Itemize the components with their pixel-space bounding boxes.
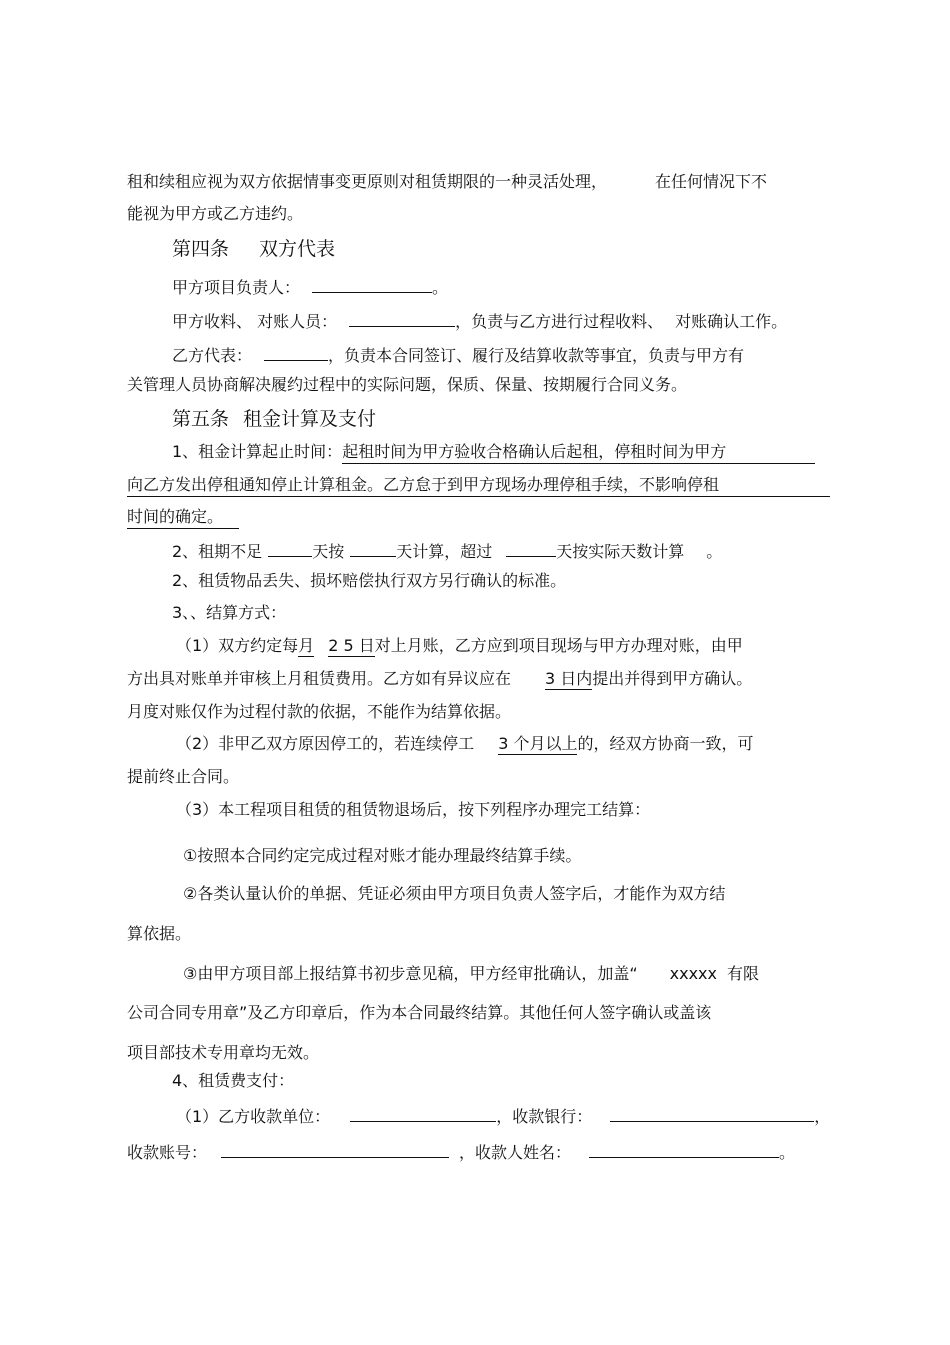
item1-underlined [127,474,830,497]
text: 提出并得到甲方确认。 [592,669,753,688]
text: （1）乙方收款单位： [176,1107,331,1126]
pm-label: 甲方项目负责人： [172,278,301,297]
text: （2）非甲乙双方原因停工的，若连续停工 [176,734,475,753]
recv-label: 甲方收料、 对账人员： [172,312,338,331]
p1-line2 [127,668,752,690]
rep-line2: 关管理人员协商解决履约过程中的实际问题，保质、保量、按期履行合同义务。 [127,375,688,394]
clause5-heading [172,406,376,432]
s3-line2: 公司合同专用章”及乙方印章后，作为本合同最终结算。其他任何人签字确认或盖该 [127,1003,712,1022]
text: 。 [432,278,449,297]
clause-number: 第五条 [172,408,230,430]
company-placeholder: xxxxx [669,964,717,983]
days-calc-blank[interactable] [350,538,396,557]
s3-line3: 项目部技术专用章均无效。 [127,1043,320,1062]
item1-line2 [127,474,830,496]
days-over-blank[interactable] [506,538,556,557]
text: （1）双方约定每 [176,636,299,655]
text: 有限 [726,964,759,983]
item3-line: 3、、结算方式： [172,603,287,622]
s2-line1: ②各类认量认价的单据、凭证必须由甲方项目负责人签字后，才能作为双方结 [183,884,726,903]
text: 方出具对账单并审核上月租赁费用。乙方如有异议应在 [127,669,512,688]
item4-line: 4、租赁费支付： [172,1071,295,1090]
item1-lead: 1、租金计算起止时间： [172,442,343,461]
text: 2、租期不足 [172,542,263,561]
text: 天按 [312,542,345,561]
pay-line2 [127,1139,795,1161]
clause4-heading [172,236,335,262]
text: 在任何情况下不 [655,172,768,191]
p1-days: 3 日内 [545,669,593,688]
text: 对上月账，乙方应到项目现场与甲方办理对账，由甲 [374,636,743,655]
item2b-line: 2、租赁物品丢失、损坏赔偿执行双方另行确认的标准。 [172,571,567,590]
text: ， [814,1107,831,1126]
clause3-tail-line1 [127,171,767,193]
text: ，负责本合同签订、履行及结算收款等事宜，负责与甲方有 [328,346,745,365]
s3-line1 [183,963,759,985]
item1-underlined [127,506,239,529]
text: 租和续租应视为双方依据情事变更原则对租赁期限的一种灵活处理， [127,172,608,191]
p2-months: 3 个月以上 [498,734,578,753]
text: 时间的确定。 [127,507,224,526]
p1-day: 2 5 日 [328,636,375,655]
text: ③由甲方项目部上报结算书初步意见稿，甲方经审批确认，加盖“ [183,964,638,983]
s1-line: ①按照本合同约定完成过程对账才能办理最终结算手续。 [183,846,582,865]
pay-line1 [176,1103,830,1125]
text: 的，经双方协商一致，可 [577,734,754,753]
item1-line3 [127,506,239,528]
pm-line [172,274,448,296]
p1-month: 月 [298,636,315,655]
clause3-tail-line2: 能视为甲方或乙方违约。 [127,204,304,223]
text: 天按实际天数计算 [556,542,685,561]
item1-line1 [172,441,815,463]
p2-line2: 提前终止合同。 [127,767,240,786]
rep-line [172,342,744,364]
text: 起租时间为甲方验收合格确认后起租，停租时间为甲方 [342,442,727,461]
days-short-blank[interactable] [268,538,312,557]
text: ，收款银行： [496,1107,593,1126]
item1-underlined [342,441,815,464]
p1-line3: 月度对账仅作为过程付款的依据，不能作为结算依据。 [127,702,512,721]
rep-label: 乙方代表： [172,346,253,365]
text: 对账确认工作。 [675,312,788,331]
payee-name-blank[interactable] [589,1139,779,1158]
p3-line: （3）本工程项目租赁的租赁物退场后，按下列程序办理完工结算： [176,800,651,819]
s2-line2: 算依据。 [127,924,192,943]
clause-title: 租金计算及支付 [243,408,377,430]
bank-blank[interactable] [610,1103,814,1122]
text: 向乙方发出停租通知停止计算租金。乙方怠于到甲方现场办理停租手续，不影响停租 [127,475,720,494]
text: ，收款人姓名： [459,1143,572,1162]
account-blank[interactable] [221,1139,449,1158]
clause-title: 双方代表 [259,238,336,260]
rep-blank[interactable] [264,342,328,361]
text: 天计算，超过 [396,542,493,561]
clause-number: 第四条 [172,238,230,260]
text: 收款账号： [127,1143,208,1162]
p2-line1 [176,733,753,755]
p1-line1 [176,635,743,657]
pm-blank[interactable] [312,274,432,293]
recv-line [172,308,787,330]
item2-line [172,538,722,560]
payee-unit-blank[interactable] [350,1103,496,1122]
text: ，负责与乙方进行过程收料、 [455,312,664,331]
recv-blank[interactable] [349,308,455,327]
text: 。 [779,1143,796,1162]
text: 。 [706,542,723,561]
